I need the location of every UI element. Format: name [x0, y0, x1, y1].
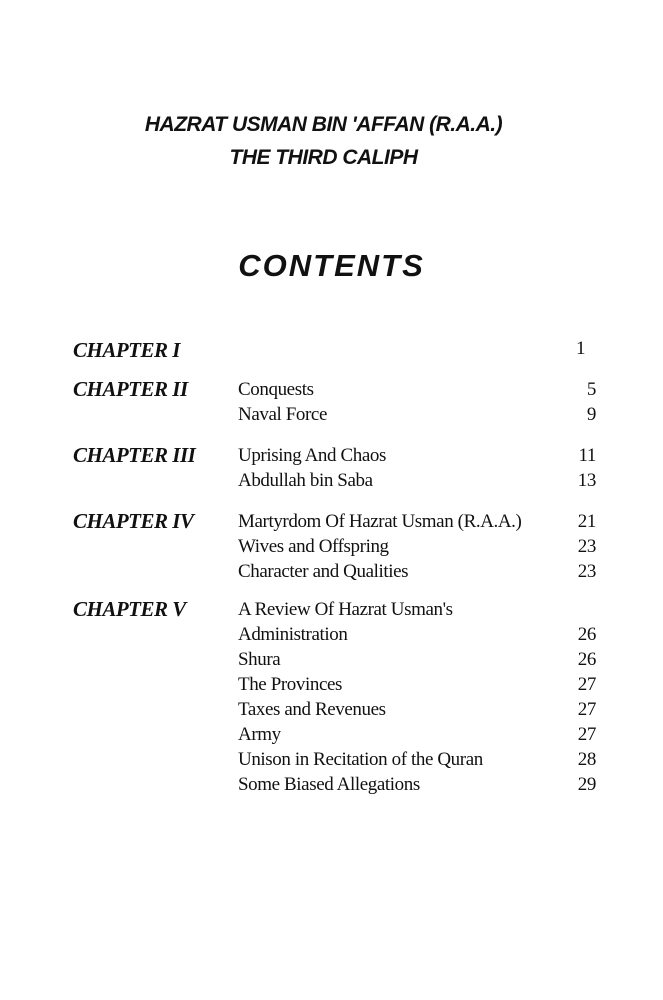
entry-title: Unison in Recitation of the Quran — [238, 749, 483, 770]
toc-entry — [238, 509, 600, 534]
toc-entry — [238, 722, 600, 747]
book-title: HAZRAT USMAN BIN 'AFFAN (R.A.A.) — [144, 113, 503, 136]
toc-entry — [238, 559, 600, 584]
entry-title: Taxes and Revenues — [238, 699, 386, 720]
toc-entry — [238, 377, 600, 402]
book-subtitle: THE THIRD CALIPH — [229, 146, 418, 169]
chapter-label: CHAPTER II — [73, 377, 188, 401]
entry-title: Administration — [238, 624, 348, 645]
chapter-page-number: 1 — [576, 338, 586, 359]
entry-title: Uprising And Chaos — [238, 445, 386, 466]
contents-heading: CONTENTS — [238, 248, 425, 283]
chapter-label: CHAPTER III — [73, 443, 196, 467]
toc-entry — [238, 647, 600, 672]
toc-entry — [238, 534, 600, 559]
entry-page-number: 5 — [586, 379, 596, 400]
toc-entry — [238, 597, 600, 622]
entry-title: A Review Of Hazrat Usman's — [238, 599, 453, 620]
entry-page-number: 29 — [577, 774, 596, 795]
entry-title: Martyrdom Of Hazrat Usman (R.A.A.) — [238, 511, 522, 532]
entry-title: The Provinces — [238, 674, 343, 695]
entry-page-number: 27 — [577, 699, 596, 720]
toc-entry — [238, 747, 600, 772]
chapter-label: CHAPTER V — [73, 597, 186, 621]
entry-page-number: 27 — [577, 724, 596, 745]
entry-page-number: 26 — [577, 649, 596, 670]
entry-title: Character and Qualities — [238, 561, 409, 582]
entry-page-number: 11 — [578, 445, 596, 466]
toc-entry — [238, 672, 600, 697]
toc-entry — [238, 443, 600, 468]
toc-entry — [238, 402, 600, 427]
entry-page-number: 23 — [577, 536, 596, 557]
toc-entry — [238, 772, 600, 797]
entry-title: Army — [238, 724, 281, 745]
toc-entry — [238, 622, 600, 647]
entry-page-number: 21 — [577, 511, 596, 532]
chapter-entries — [238, 597, 600, 797]
entry-page-number: 13 — [577, 470, 596, 491]
entry-page-number: 27 — [577, 674, 596, 695]
chapter-entries — [238, 443, 600, 493]
chapter-label: CHAPTER IV — [73, 509, 194, 533]
entry-page-number: 28 — [577, 749, 596, 770]
chapter-label: CHAPTER I — [73, 338, 180, 362]
entry-page-number: 23 — [577, 561, 596, 582]
toc-entry — [238, 468, 600, 493]
chapter-entries — [238, 377, 600, 427]
entry-title: Conquests — [238, 379, 314, 400]
entry-title: Some Biased Allegations — [238, 774, 420, 795]
chapter-entries — [238, 509, 600, 584]
entry-title: Wives and Offspring — [238, 536, 389, 557]
entry-page-number: 9 — [586, 404, 596, 425]
entry-title: Shura — [238, 649, 281, 670]
entry-title: Abdullah bin Saba — [238, 470, 373, 491]
toc-entry — [238, 697, 600, 722]
entry-title: Naval Force — [238, 404, 327, 425]
entry-page-number: 26 — [577, 624, 596, 645]
